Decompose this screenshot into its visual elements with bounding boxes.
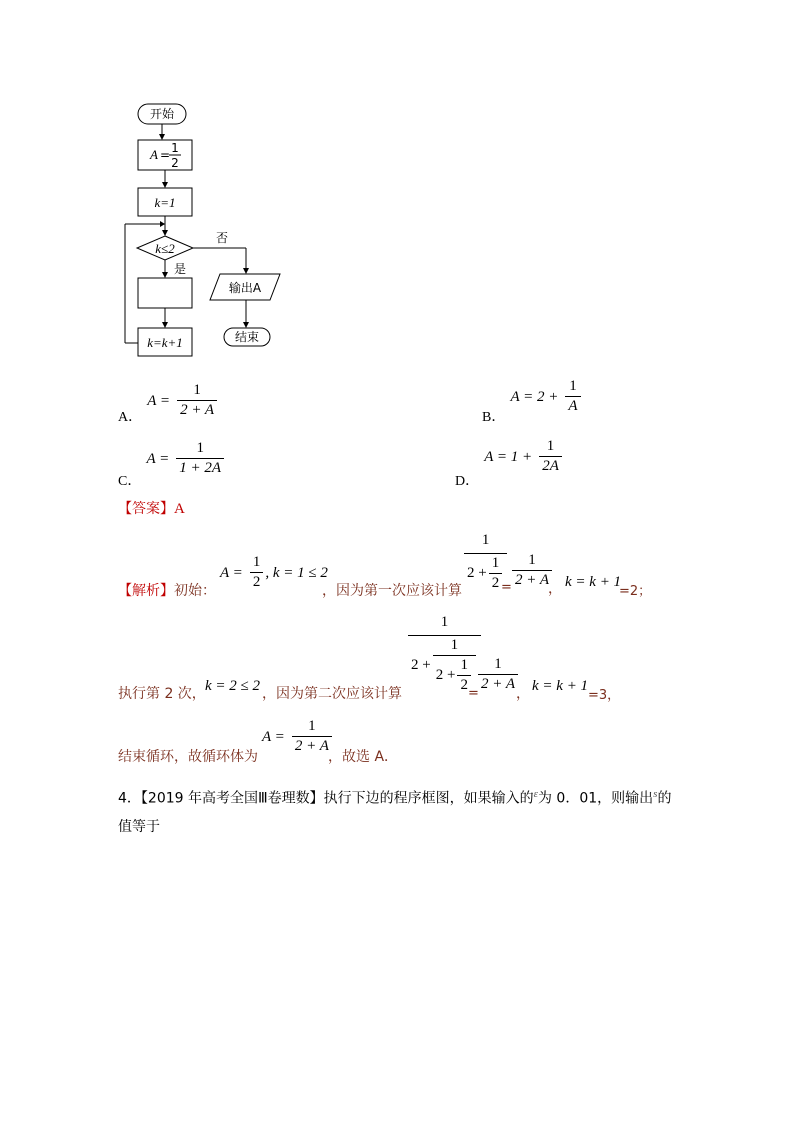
analysis-line-1 xyxy=(118,538,216,599)
option-b-num: 1 xyxy=(569,378,577,394)
analysis-l3-lhs: A = xyxy=(262,729,285,745)
option-c-num: 1 xyxy=(196,440,204,456)
analysis-l2-eq: = xyxy=(468,686,479,701)
option-b-label: B． xyxy=(482,410,506,425)
analysis-l2-k2: k = k + 1 xyxy=(532,678,589,694)
option-a-lhs: A = xyxy=(147,393,170,409)
analysis-l2-kval: =3， xyxy=(588,688,621,703)
option-c-lhs: A = xyxy=(146,451,170,467)
option-b-den: A xyxy=(565,396,580,415)
option-b-fraction xyxy=(565,378,580,415)
analysis-l2-cf-inner-den: 2 xyxy=(457,675,471,694)
analysis-l2-cf-den-lhs: 2 + xyxy=(411,657,431,673)
option-a-label: A． xyxy=(118,410,143,425)
analysis-l2-f2-num: 1 xyxy=(494,656,502,672)
answer-line xyxy=(118,498,185,518)
option-a-fraction xyxy=(177,382,217,419)
analysis-l3-num: 1 xyxy=(308,718,316,734)
option-c xyxy=(118,440,226,489)
analysis-l1-cf-den-lhs: 2 + xyxy=(467,565,487,581)
flowchart-yes-label: 是 xyxy=(174,262,187,276)
analysis-l1-m1-num: 1 xyxy=(252,554,261,570)
option-d-lhs: A = 1 + xyxy=(484,449,533,465)
analysis-l1-f2-num: 1 xyxy=(528,552,536,568)
analysis-l2-cf-inner-num: 1 xyxy=(460,657,468,673)
analysis-l2-continued-fraction xyxy=(406,614,483,694)
option-d-num: 1 xyxy=(546,438,555,454)
analysis-l2-text: ，因为第二次应该计算 xyxy=(262,686,402,702)
analysis-l3-fraction xyxy=(292,718,332,755)
analysis-l1-f2-den: 2 + A xyxy=(512,570,552,589)
question-4 xyxy=(118,780,698,841)
option-d-fraction xyxy=(539,438,562,475)
analysis-l2-k: k = 2 ≤ 2 xyxy=(205,678,261,694)
analysis-l1-m2: , k = 1 ≤ 2 xyxy=(265,565,328,581)
analysis-l1-comma: ， xyxy=(548,581,562,597)
flowchart-body-node xyxy=(138,278,192,308)
flowchart-no-label: 否 xyxy=(216,231,229,245)
option-a-den: 2 + A xyxy=(177,400,217,419)
analysis-tag: 【解析】 xyxy=(118,583,174,599)
analysis-l1-m1: A = xyxy=(220,565,243,581)
analysis-l3-end: ，故选 A． xyxy=(328,749,399,765)
flowchart-init-k-text: k=1 xyxy=(154,195,176,210)
question-4-eps2: s xyxy=(653,788,658,800)
analysis-l2-cf-mid-den-lhs: 2 + xyxy=(435,667,456,683)
analysis-l1-kval: =2； xyxy=(619,584,652,599)
analysis-l1-math-init xyxy=(220,554,328,591)
question-4-prefix: 4．【2019 年高考全国Ⅲ卷理数】执行下边的程序框图，如果输入的 xyxy=(118,790,534,807)
analysis-l1-text: ，因为第一次应该计算 xyxy=(322,583,462,599)
flowchart-condition-text: k≤2 xyxy=(155,241,175,256)
analysis-l2-f2 xyxy=(476,656,520,693)
option-c-fraction xyxy=(176,440,224,477)
analysis-l1-k: k = k + 1 xyxy=(565,574,622,590)
option-a-num: 1 xyxy=(193,382,201,398)
option-d-label: D． xyxy=(455,474,480,489)
flowchart-output-text: 输出A xyxy=(228,281,262,295)
option-b-lhs: A = 2 + xyxy=(510,389,559,405)
flowchart-init-a-den: 2 xyxy=(171,156,179,170)
option-d xyxy=(455,438,564,489)
analysis-l2-start: 执行第 2 次， xyxy=(118,686,206,702)
answer-value: A xyxy=(174,501,185,517)
option-c-label: C． xyxy=(118,474,142,489)
option-c-den: 1 + 2A xyxy=(176,458,224,477)
analysis-l2-cf xyxy=(408,614,481,694)
flowchart-end-text: 结束 xyxy=(234,330,260,344)
flowchart-init-a-num: 1 xyxy=(171,141,179,155)
flowchart xyxy=(120,100,290,360)
question-4-suffix: 的 xyxy=(657,790,672,807)
flowchart-init-a-lhs: A xyxy=(150,147,158,162)
analysis-l2-f2-fraction xyxy=(478,656,518,693)
option-a xyxy=(118,382,219,425)
analysis-l2-cf-mid-num: 1 xyxy=(450,637,459,653)
analysis-l1-f2-fraction xyxy=(512,552,552,589)
analysis-l1-m1-den: 2 xyxy=(250,572,264,591)
analysis-l3-math xyxy=(262,718,334,755)
analysis-l3-den: 2 + A xyxy=(292,736,332,755)
analysis-l2-cf-num: 1 xyxy=(440,614,449,630)
flowchart-init-a-eq: = xyxy=(160,148,171,162)
analysis-l2-f2-den: 2 + A xyxy=(478,674,518,693)
analysis-l1-m1-fraction xyxy=(250,554,264,591)
analysis-l3-start: 结束循环，故循环体为 xyxy=(118,749,258,765)
analysis-l1-eq: = xyxy=(501,580,512,595)
answer-tag: 【答案】 xyxy=(118,501,174,517)
question-4-line2: 值等于 xyxy=(118,818,160,835)
flowchart-update-text: k=k+1 xyxy=(147,335,183,350)
analysis-l1-start: 初始： xyxy=(174,583,216,599)
analysis-l2-comma: ， xyxy=(516,686,530,702)
question-4-eps1: ε xyxy=(533,788,538,800)
question-4-mid: 为 0．01，则输出 xyxy=(537,790,654,807)
option-d-den: 2A xyxy=(539,456,562,475)
analysis-l1-cf-inner-num: 1 xyxy=(491,555,500,571)
analysis-l1-cf-num: 1 xyxy=(481,532,490,548)
option-b xyxy=(482,378,583,425)
analysis-l1-cf-inner-den: 2 xyxy=(489,573,503,592)
flowchart-start-text: 开始 xyxy=(149,107,175,121)
